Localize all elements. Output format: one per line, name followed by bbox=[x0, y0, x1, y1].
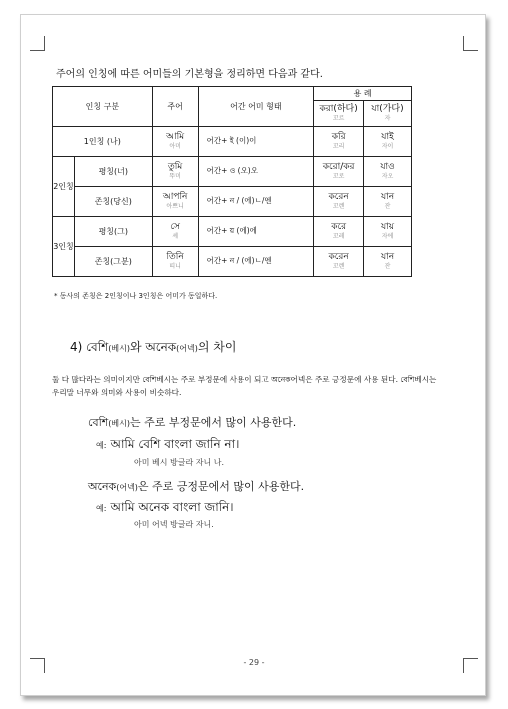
form-cell: 어간+ ন / (에)ㄴ/엔 bbox=[198, 187, 314, 217]
person-cell: 1인칭 (나) bbox=[53, 127, 153, 157]
example-cell: করি 꼬리 bbox=[314, 127, 364, 157]
table-footnote: * 동사의 존칭은 2인칭이나 3인칭은 어미가 동일하다. bbox=[54, 292, 218, 300]
example-cell: যাই 자이 bbox=[364, 127, 412, 157]
example-cell: করো/কর 꼬로 bbox=[314, 157, 364, 187]
header-person: 인칭 구분 bbox=[53, 87, 153, 127]
section-heading: 4) বেশি(베시)와 অনেক(어넥)의 차이 bbox=[70, 340, 237, 354]
subject-cell: আমি 아미 bbox=[152, 127, 198, 157]
header-form: 어간 어미 형태 bbox=[198, 87, 314, 127]
example-cell: যান 잔 bbox=[364, 187, 412, 217]
form-cell: 어간+ ন / (에)ㄴ/엔 bbox=[198, 247, 314, 277]
form-cell: 어간+ ই (이)이 bbox=[198, 127, 314, 157]
header-jaoa: যা(가다) 자 bbox=[364, 101, 412, 127]
example-reading-2: 아미 어넥 방글라 자니. bbox=[134, 520, 214, 529]
table-row bbox=[53, 157, 412, 187]
table-row bbox=[53, 127, 412, 157]
person-cell: 존칭(당신) bbox=[74, 187, 152, 217]
person-cell: 존칭(그분) bbox=[74, 247, 152, 277]
usage-sentence-2: অনেক(어넥)은 주로 긍정문에서 많이 사용한다. bbox=[88, 480, 305, 493]
intro-text: 주어의 인칭에 따른 어미들의 기본형을 정리하면 다음과 같다. bbox=[56, 69, 323, 80]
explanation-paragraph: 둘 다 많다라는 의미이지만 বেশি베시는 주로 부정문에 사용이 되고 অনেক어넥은 주로 긍정문에 사용 된다. বেশি베시는 우리말 너무와 의미와 사용이 비슷하다. bbox=[52, 375, 437, 397]
header-kora: করা(하다) 꼬르 bbox=[314, 101, 364, 127]
example-reading-1: 아미 베시 방글라 자니 나. bbox=[134, 458, 224, 467]
example-sentence-2: 예: আমি অনেক বাংলা জানি। bbox=[96, 500, 234, 514]
person-group-label: 2인칭 bbox=[53, 157, 75, 217]
subject-cell: তিনি 띠니 bbox=[152, 247, 198, 277]
example-cell: করে 꼬레 bbox=[314, 217, 364, 247]
conjugation-table bbox=[52, 86, 412, 277]
person-cell: 평칭(그) bbox=[74, 217, 152, 247]
example-cell: যায় 자에 bbox=[364, 217, 412, 247]
header-example: 용 례 bbox=[314, 87, 412, 101]
form-cell: 어간+ য় (에)에 bbox=[198, 217, 314, 247]
table-row bbox=[53, 187, 412, 217]
crop-mark-top-right bbox=[463, 36, 478, 51]
header-subject: 주어 bbox=[152, 87, 198, 127]
person-cell: 평칭(너) bbox=[74, 157, 152, 187]
example-cell: যান 잔 bbox=[364, 247, 412, 277]
table-row bbox=[53, 247, 412, 277]
subject-cell: আপনি 아쁘니 bbox=[152, 187, 198, 217]
form-cell: 어간+ ও (오)오 bbox=[198, 157, 314, 187]
example-cell: যাও 자오 bbox=[364, 157, 412, 187]
person-group-label: 3인칭 bbox=[53, 217, 75, 277]
example-cell: করেন 꼬렌 bbox=[314, 187, 364, 217]
subject-cell: সে 셰 bbox=[152, 217, 198, 247]
subject-cell: তুমি 뚜미 bbox=[152, 157, 198, 187]
usage-sentence-1: বেশি(베시)는 주로 부정문에서 많이 사용한다. bbox=[88, 416, 297, 429]
example-cell: করেন 꼬렌 bbox=[314, 247, 364, 277]
table-row bbox=[53, 217, 412, 247]
page-number: - 29 - bbox=[243, 658, 265, 667]
crop-mark-top-left bbox=[30, 36, 45, 51]
example-sentence-1: 예: আমি বেশি বাংলা জানি না। bbox=[96, 437, 240, 451]
